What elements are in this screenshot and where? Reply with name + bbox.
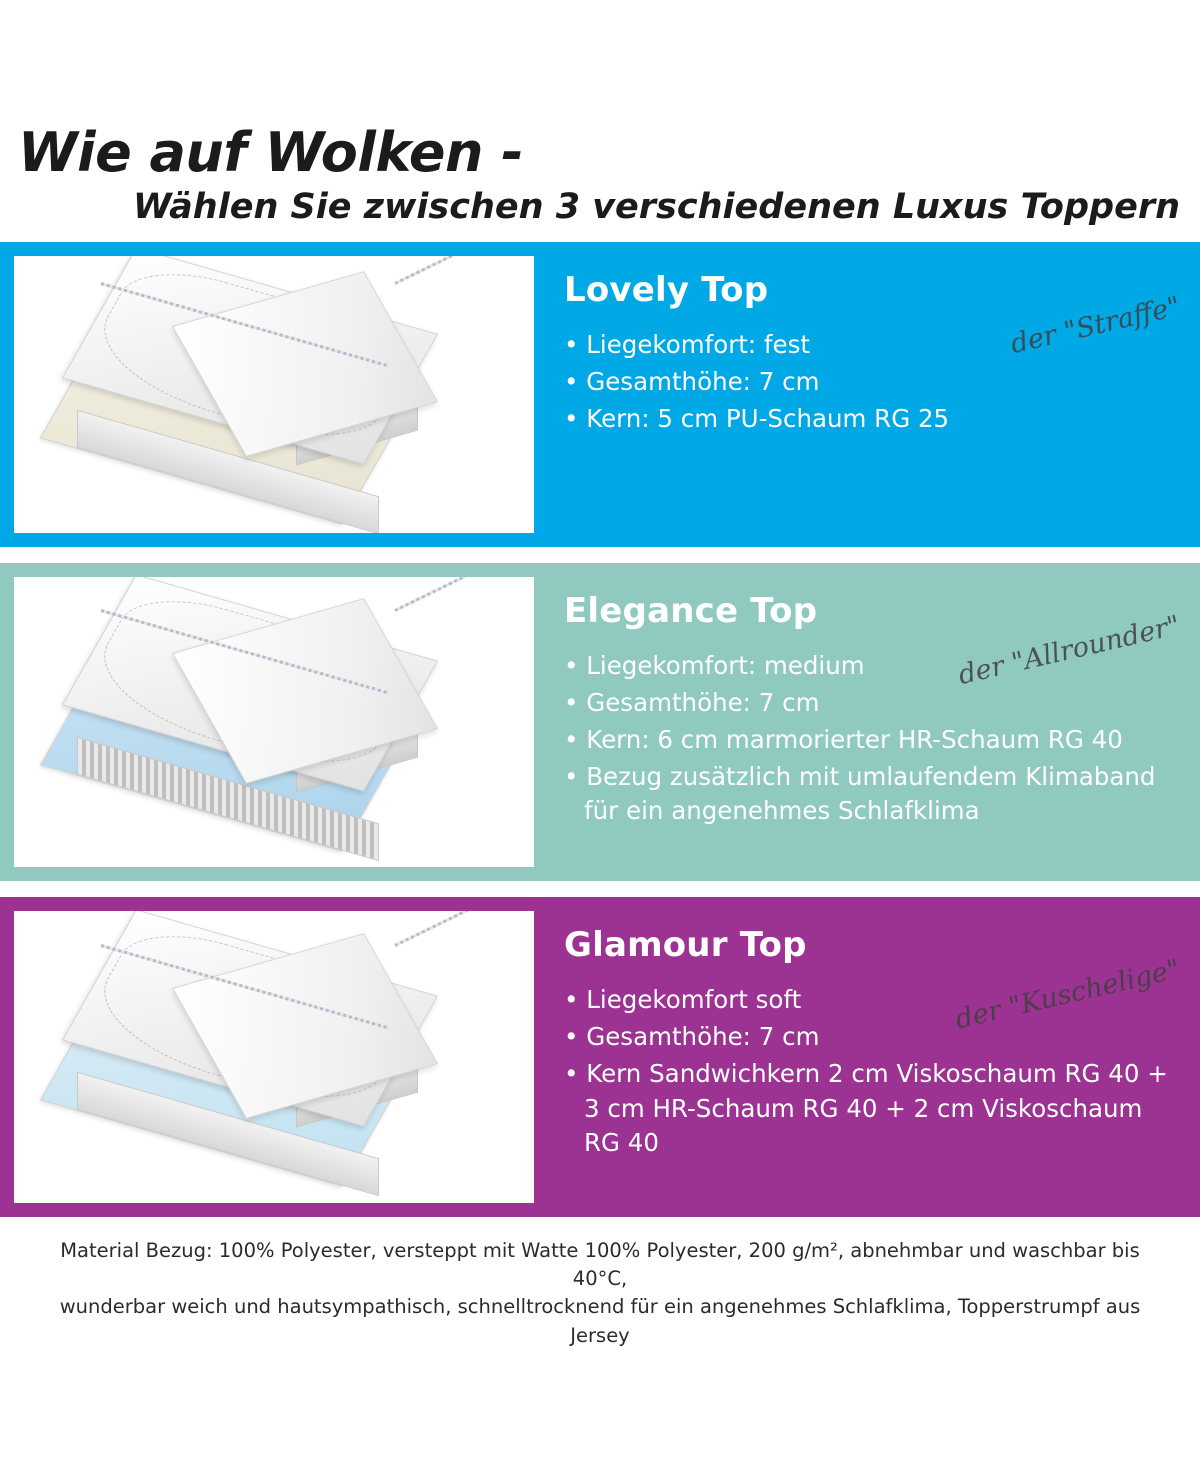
material-note-line-2: wunderbar weich und hautsympathisch, schnelltrocknend für ein angenehmes Schlafklima, Topperstrumpf aus Jersey — [59, 1295, 1141, 1347]
product-info — [534, 897, 1200, 1217]
product-card-glamour-top — [0, 897, 1200, 1217]
product-card-elegance-top — [0, 563, 1200, 881]
product-image-glamour-top — [14, 911, 534, 1203]
product-image-elegance-top — [14, 577, 534, 867]
product-info — [534, 563, 1200, 881]
feature-item: • Gesamthöhe: 7 cm — [564, 365, 1176, 400]
product-image-lovely-top — [14, 256, 534, 533]
product-list — [0, 242, 1200, 1217]
header — [0, 0, 1200, 226]
zipper-icon — [394, 577, 534, 612]
product-nickname: der "Kuschelige" — [952, 953, 1183, 1036]
mattress-illustration — [59, 597, 489, 847]
page-subtitle: Wählen Sie zwischen 3 verschiedenen Luxus Toppern — [132, 186, 1180, 227]
feature-item: • Bezug zusätzlich mit umlaufendem Klimaband für ein angenehmes Schlafklima — [564, 760, 1176, 830]
product-features — [564, 328, 1176, 436]
product-nickname: der "Straffe" — [1007, 291, 1184, 361]
product-title: Glamour Top — [564, 925, 807, 966]
feature-item: • Liegekomfort soft — [564, 983, 1176, 1018]
product-card-lovely-top — [0, 242, 1200, 547]
material-note-line-1: Material Bezug: 100% Polyester, versteppt mit Watte 100% Polyester, 200 g/m², abnehmbar und waschbar bis 40°C, — [60, 1238, 1140, 1291]
product-info — [534, 242, 1200, 547]
feature-item: • Gesamthöhe: 7 cm — [564, 686, 1176, 721]
feature-item: • Kern: 6 cm marmorierter HR-Schaum RG 40 — [564, 723, 1176, 758]
zipper-icon — [394, 256, 534, 284]
material-note — [0, 1237, 1200, 1350]
feature-item: • Liegekomfort: fest — [564, 328, 1176, 363]
product-nickname: der "Allrounder" — [954, 610, 1183, 692]
mattress-illustration — [59, 932, 489, 1182]
product-features — [564, 983, 1176, 1161]
feature-item: • Kern: 5 cm PU-Schaum RG 25 — [564, 402, 1176, 437]
product-features — [564, 649, 1176, 829]
page-title: Wie auf Wolken - — [18, 121, 524, 184]
mattress-illustration — [59, 270, 489, 520]
product-title: Lovely Top — [564, 270, 769, 311]
zipper-icon — [394, 911, 534, 947]
feature-item: • Gesamthöhe: 7 cm — [564, 1020, 1176, 1055]
feature-item: • Kern Sandwichkern 2 cm Viskoschaum RG 40 + 3 cm HR-Schaum RG 40 + 2 cm Viskoschaum RG 40 — [564, 1057, 1176, 1161]
feature-item: • Liegekomfort: medium — [564, 649, 1176, 684]
product-title: Elegance Top — [564, 591, 818, 632]
